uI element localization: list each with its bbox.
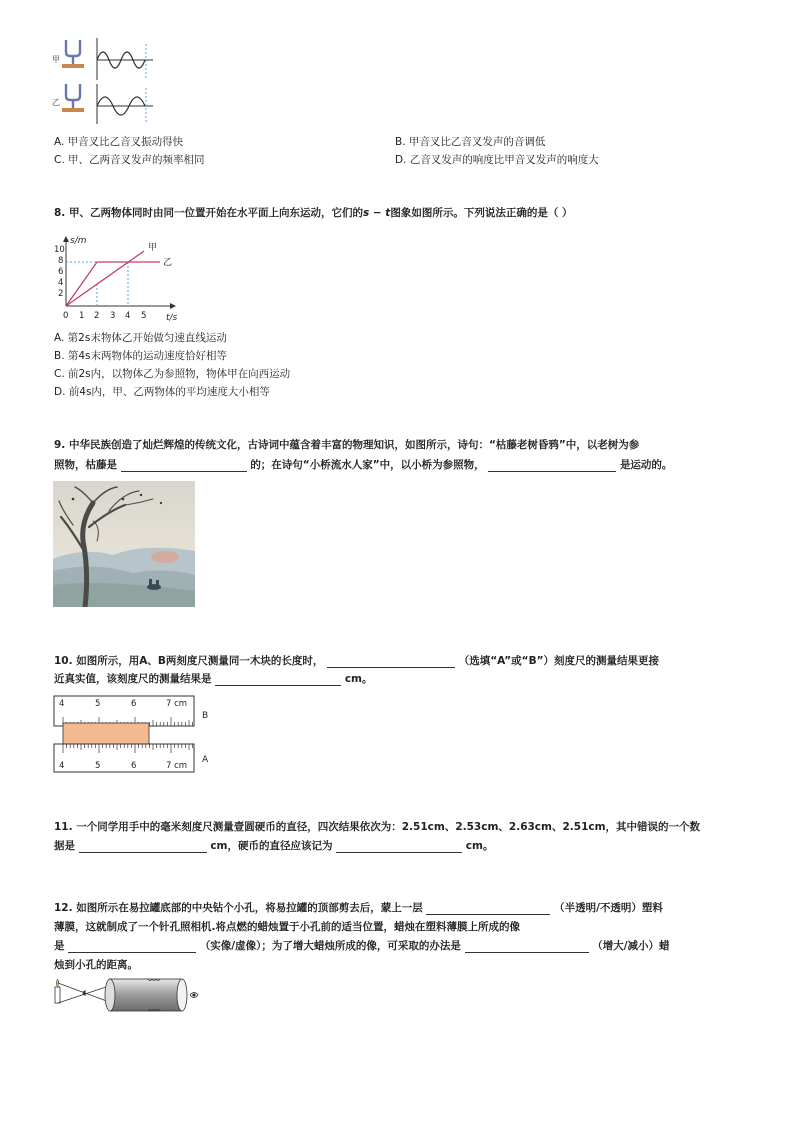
wood-block (63, 723, 149, 745)
ruler-a-tick-label: 6 (131, 761, 137, 771)
line-jia (66, 251, 144, 306)
x-tick: 5 (141, 311, 147, 321)
q9-blank-2[interactable] (488, 460, 616, 472)
pinhole-camera-figure (52, 975, 202, 1017)
tuning-fork-icon (62, 40, 84, 68)
s-t-graph (52, 234, 187, 326)
ruler-b-label: B (202, 711, 209, 721)
q12-line1: 12. 如图所示在易拉罐底部的中央钻个小孔，将易拉罐的顶部剪去后，蒙上一层 （半透明/不透明）塑料 (54, 902, 663, 914)
q7-option-b: B. 甲音叉比乙音叉发声的音调低 (395, 136, 546, 148)
q8-option-a: A. 第2s末物体乙开始做匀速直线运动 (54, 332, 227, 344)
line-label-yi: 乙 (163, 258, 173, 268)
ruler-a-tick-label: 7 cm (166, 761, 188, 771)
ruler-figure (52, 692, 212, 778)
eye-icon (190, 993, 198, 998)
q10-line1: 10. 如图所示，用A、B两刻度尺测量同一木块的长度时， （选填“A”或“B”）刻度尺的测量结果更接 (54, 655, 659, 667)
tuning-fork-icon (62, 84, 84, 112)
y-tick: 6 (58, 267, 64, 277)
y-tick: 8 (58, 256, 64, 266)
q9-line1: 9. 中华民族创造了灿烂辉煌的传统文化，古诗词中蕴含着丰富的物理知识，如图所示，诗句：“枯藤老树昏鸦”中，以老树为参 (54, 439, 640, 451)
q8-option-c: C. 前2s内，以物体乙为参照物，物体甲在向西运动 (54, 368, 291, 380)
q12-line3: 是 （实像/虚像）；为了增大蜡烛所成的像，可采取的办法是 （增大/减小）蜡 (54, 940, 670, 952)
fork-label-a: 甲 (52, 55, 60, 64)
y-tick: 10 (54, 245, 65, 255)
q11-blank-1[interactable] (79, 841, 207, 853)
candle-icon (55, 979, 60, 1003)
x-tick: 4 (125, 311, 131, 321)
q12-line4: 烛到小孔的距离。 (54, 959, 138, 971)
q7-option-c: C. 甲、乙两音叉发声的频率相同 (54, 154, 205, 166)
q11-line1: 11. 一个同学用手中的毫米刻度尺测量壹圆硬币的直径，四次结果依次为：2.51cm、2.53cm、2.63cm、2.51cm，其中错误的一个数 (54, 821, 701, 833)
y-tick: 2 (58, 289, 64, 299)
landscape-painting (53, 481, 195, 607)
ruler-a-tick-label: 4 (59, 761, 65, 771)
y-tick: 4 (58, 278, 64, 288)
x-tick: 1 (79, 311, 85, 321)
x-tick: 3 (110, 311, 116, 321)
line-yi (66, 262, 160, 306)
line-label-jia: 甲 (148, 243, 158, 253)
q9-blank-1[interactable] (121, 460, 247, 472)
q10-blank-1[interactable] (327, 656, 455, 668)
x-axis-label: t/s (166, 313, 178, 323)
x-tick: 2 (94, 311, 100, 321)
q7-option-a: A. 甲音叉比乙音叉振动得快 (54, 136, 184, 148)
q12-blank-1[interactable] (426, 903, 550, 915)
q8-option-b: B. 第4s末两物体的运动速度恰好相等 (54, 350, 228, 362)
can-body (110, 979, 182, 1011)
q12-blank-2[interactable] (68, 941, 196, 953)
ruler-b-tick-label: 7 cm (166, 699, 188, 709)
ruler-b-tick-label: 4 (59, 699, 65, 709)
tuning-fork-figure (50, 36, 162, 126)
q10-line2: 近真实值，该刻度尺的测量结果是 cm。 (54, 673, 373, 685)
fork-label-b: 乙 (52, 98, 60, 107)
ruler-b-tick-label: 5 (95, 699, 101, 709)
q8-stem: 8. 甲、乙两物体同时由同一位置开始在水平面上向东运动，它们的s − t图象如图所示。下列说法正确的是（ ） (54, 207, 573, 219)
q10-blank-2[interactable] (215, 674, 341, 686)
q12-blank-3[interactable] (465, 941, 589, 953)
x-tick: 0 (63, 311, 69, 321)
y-axis-label: s/m (70, 236, 87, 246)
ruler-a-label: A (202, 755, 209, 765)
ruler-b-tick-label: 6 (131, 699, 137, 709)
q7-option-d: D. 乙音叉发声的响度比甲音叉发声的响度大 (395, 154, 599, 166)
q9-line2: 照物，枯藤是 的；在诗句“小桥流水人家”中，以小桥为参照物， 是运动的。 (54, 459, 673, 471)
q8-option-d: D. 前4s内，甲、乙两物体的平均速度大小相等 (54, 386, 270, 398)
q12-line2: 薄膜，这就制成了一个针孔照相机.将点燃的蜡烛置于小孔前的适当位置，蜡烛在塑料薄膜上所成的像 (54, 921, 520, 933)
q11-blank-2[interactable] (336, 841, 462, 853)
q8-stem-var: s − t (362, 207, 391, 219)
ruler-a-tick-label: 5 (95, 761, 101, 771)
q11-line2: 据是 cm，硬币的直径应该记为 cm。 (54, 840, 494, 852)
